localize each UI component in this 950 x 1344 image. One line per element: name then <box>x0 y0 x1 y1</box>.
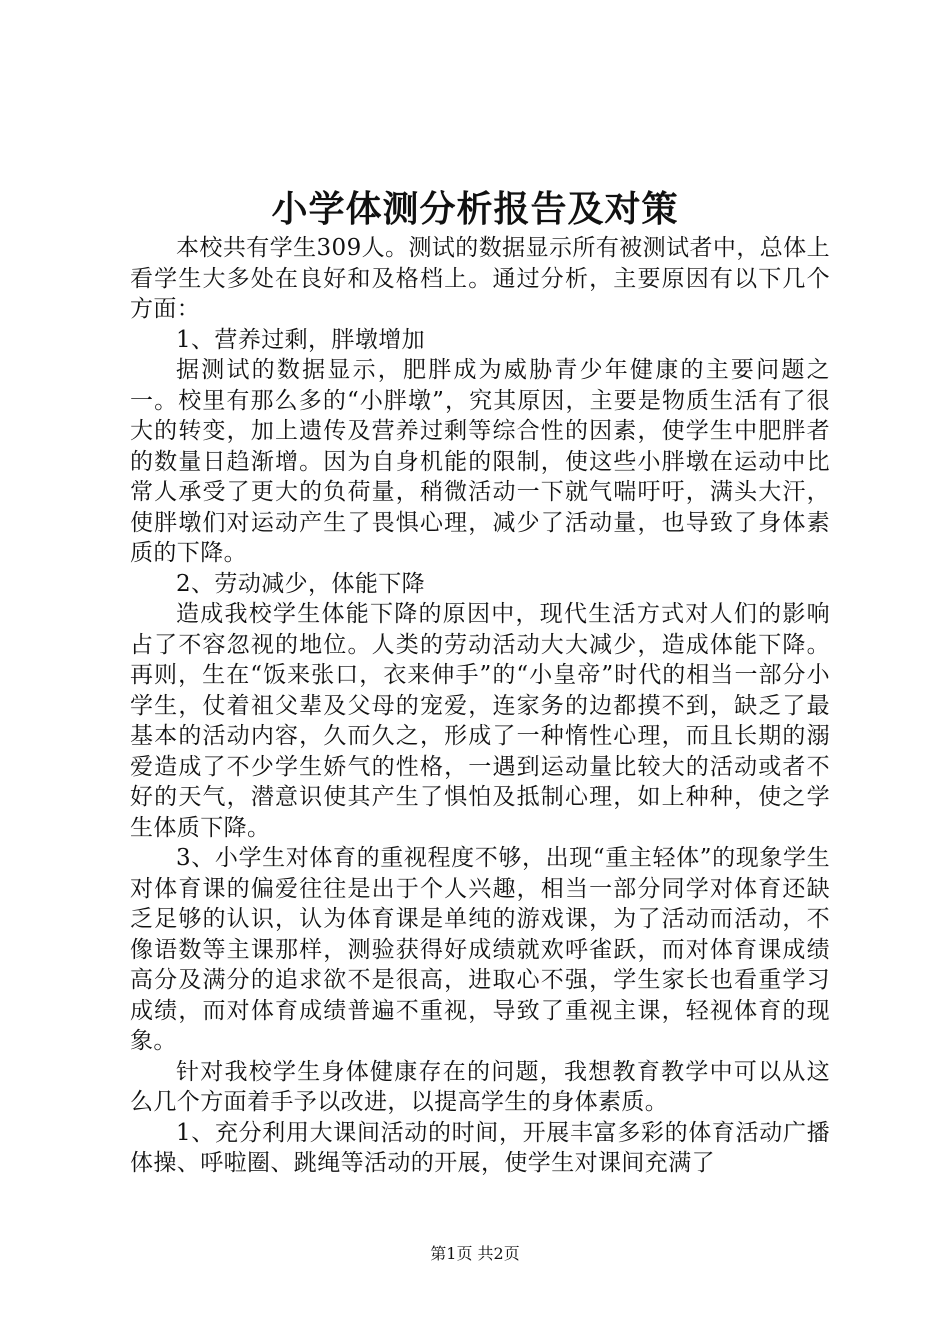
paragraph-attitude: 3、小学生对体育的重视程度不够，出现“重主轻体”的现象学生对体育课的偏爱往往是出于个人兴趣，相当一部分同学对体育还缺乏足够的认识，认为体育课是单纯的游戏课，为了活动而活动，不像语数等主课那样，测验获得好成绩就欢呼雀跃，而对体育课成绩高分及满分的追求欲不是很高，进取心不强，学生家长也看重学习成绩，而对体育成绩普遍不重视，导致了重视主课，轻视体育的现象。 <box>130 845 830 1054</box>
paragraph-intro: 本校共有学生309人。测试的数据显示所有被测试者中，总体上看学生大多处在良好和及格档上。通过分析，主要原因有以下几个方面： <box>130 235 830 322</box>
document-title: 小学体测分析报告及对策 <box>271 188 679 230</box>
paragraph-obesity: 据测试的数据显示，肥胖成为威胁青少年健康的主要问题之一。校里有那么多的“小胖墩”，究其原因，主要是物质生活有了很大的转变，加上遗传及营养过剩等综合性的因素，使学生中肥胖者的数量日趋渐增。因为自身机能的限制，使这些小胖墩在运动中比常人承受了更大的负荷量，稍微活动一下就气喘吁吁，满头大汗，使胖墩们对运动产生了畏惧心理，减少了活动量，也导致了身体素质的下降。 <box>130 357 830 566</box>
paragraph-measures-intro: 针对我校学生身体健康存在的问题，我想教育教学中可以从这么几个方面着手予以改进，以提高学生的身体素质。 <box>130 1058 830 1115</box>
section-heading-2: 2、劳动减少，体能下降 <box>176 570 426 597</box>
document-body <box>130 233 830 1179</box>
section-heading-1: 1、营养过剩，胖墩增加 <box>176 326 426 353</box>
paragraph-measure-1: 1、充分利用大课间活动的时间，开展丰富多彩的体育活动广播体操、呼啦圈、跳绳等活动的开展，使学生对课间充满了 <box>130 1119 830 1176</box>
page-footer: 第1页 共2页 <box>430 1244 520 1263</box>
paragraph-labor: 造成我校学生体能下降的原因中，现代生活方式对人们的影响占了不容忽视的地位。人类的劳动活动大大减少，造成体能下降。再则，生在“饭来张口，衣来伸手”的“小皇帝”时代的相当一部分小学生，仗着祖父辈及父母的宠爱，连家务的边都摸不到，缺乏了最基本的活动内容，久而久之，形成了一种惰性心理，而且长期的溺爱造成了不少学生娇气的性格，一遇到运动量比较大的活动或者不好的天气，潜意识使其产生了惧怕及抵制心理，如上种种，使之学生体质下降。 <box>130 601 830 841</box>
